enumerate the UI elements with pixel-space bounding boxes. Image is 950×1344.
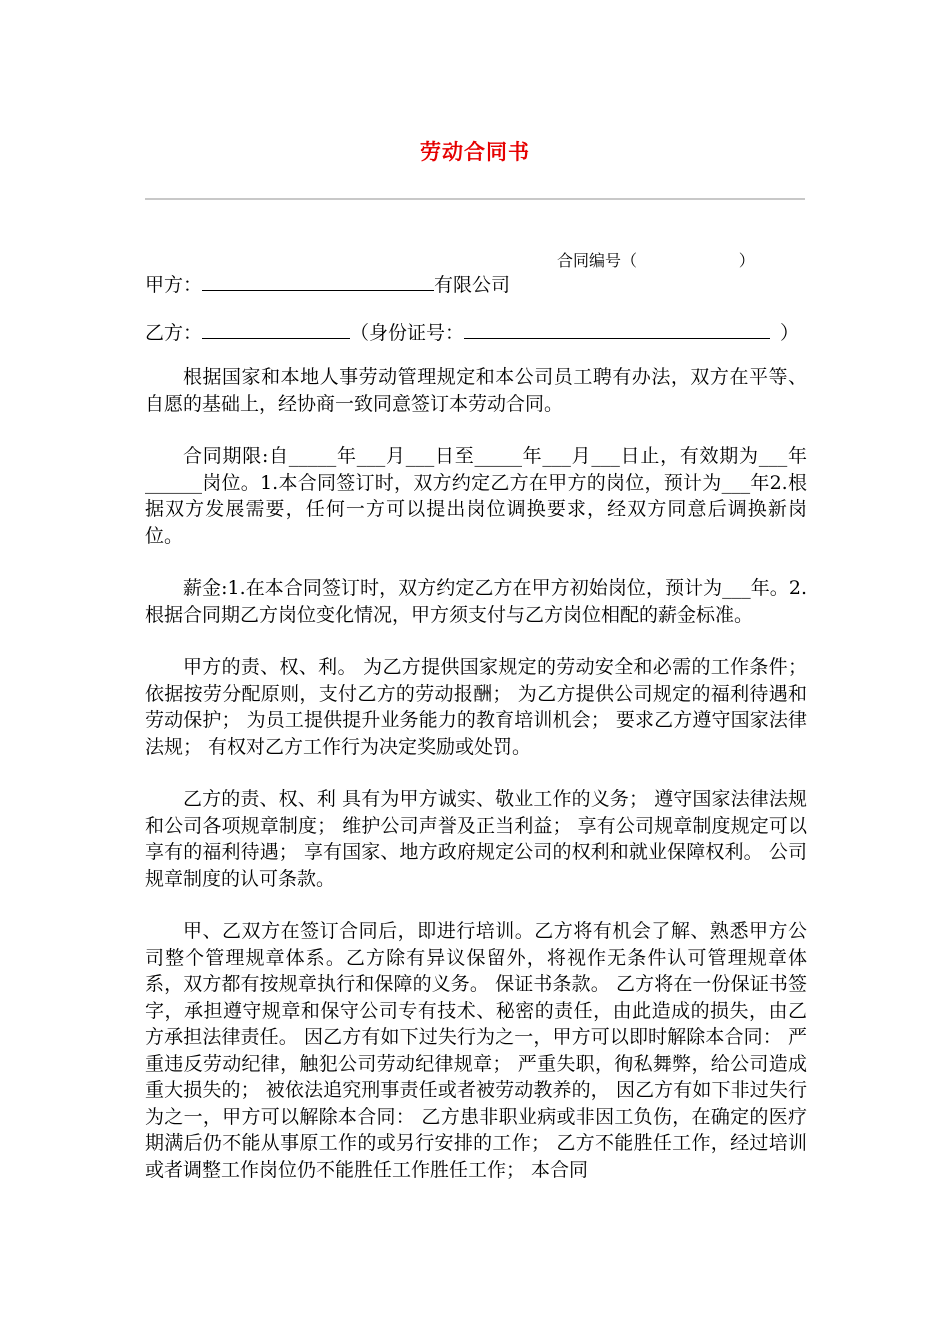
party-b-id-label: （身份证号：: [350, 322, 465, 344]
paragraph-term: 合同期限:自_____年___月___日至_____年___月___日止，有效期为___年______岗位。1.本合同签订时，双方约定乙方在甲方的岗位，预计为___年2.根据双方发展需要，任何一方可以提出岗位调换要求，经双方同意后调换新岗位。: [145, 445, 807, 547]
party-b-label: 乙方：: [145, 322, 203, 344]
document-title: 劳动合同书: [420, 140, 530, 164]
paragraph-party-a-duties: 甲方的责、权、利。 为乙方提供国家规定的劳动安全和必需的工作条件； 依据按劳分配原则，支付乙方的劳动报酬； 为乙方提供公司规定的福利待遇和劳动保护； 为员工提供提升业务能力的教育培训机会； 要求乙方遵守国家法律法规； 有权对乙方工作行为决定奖励或处罚。: [145, 656, 807, 758]
party-b-id-blank: [464, 318, 770, 339]
party-a-line: [145, 270, 510, 299]
party-a-suffix: 有限公司: [434, 274, 511, 296]
paragraph-training-termination: 甲、乙双方在签订合同后，即进行培训。乙方将有机会了解、熟悉甲方公司整个管理规章体系。乙方除有异议保留外，将视作无条件认可管理规章体系，双方都有按规章执行和保障的义务。 保证书条款。 乙方将在一份保证书签字，承担遵守规章和保守公司专有技术、秘密的责任，由此造成的损失，由乙方承担法律责任。 因乙方有如下过失行为之一，甲方可以即时解除本合同： 严重违反劳动纪律，触犯公司劳动纪律规章； 严重失职，徇私舞弊，给公司造成重大损失的； 被依法追究刑事责任或者被劳动教养的， 因乙方有如下非过失行为之一，甲方可以解除本合同： 乙方患非职业病或非因工负伤，在确定的医疗期满后仍不能从事原工作的或另行安排的工作； 乙方不能胜任工作，经过培训或者调整工作岗位仍不能胜任工作胜任工作； 本合同: [145, 920, 807, 1181]
party-a-label: 甲方：: [145, 274, 203, 296]
party-b-name-blank: [202, 318, 350, 339]
paragraph-preamble: 根据国家和本地人事劳动管理规定和本公司员工聘有办法，双方在平等、自愿的基础上，经协商一致同意签订本劳动合同。: [145, 366, 807, 415]
paragraph-salary: 薪金:1.在本合同签订时，双方约定乙方在甲方初始岗位，预计为___年。2.根据合同期乙方岗位变化情况，甲方须支付与乙方岗位相配的薪金标准。: [145, 577, 807, 626]
party-b-id-close: ）: [780, 322, 800, 344]
paragraph-party-b-duties: 乙方的责、权、利 具有为甲方诚实、敬业工作的义务； 遵守国家法律法规和公司各项规章制度； 维护公司声誉及正当利益； 享有公司规章制度规定可以享有的福利待遇； 享有国家、地方政府规定公司的权利和就业保障权利。 公司规章制度的认可条款。: [145, 788, 807, 890]
party-b-line: [145, 318, 799, 347]
contract-number-label: 合同编号（ ）: [557, 251, 755, 270]
title-divider: [145, 198, 805, 200]
contract-body: [145, 364, 807, 1183]
party-a-name-blank: [202, 270, 434, 291]
